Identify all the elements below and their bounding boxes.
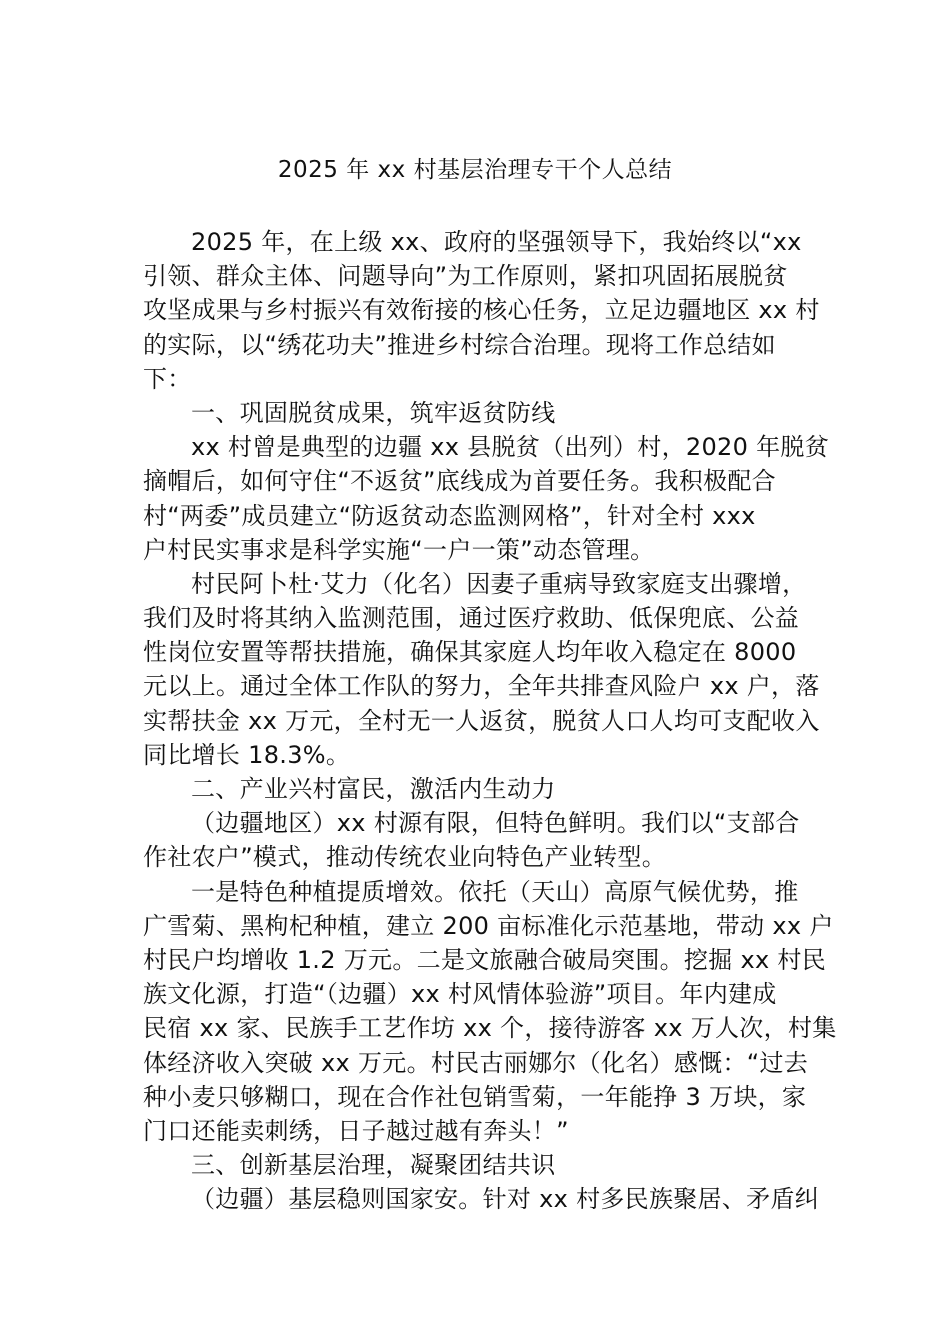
paragraph-line: 一是特色种植提质增效。依托（天山）高原气候优势，推 <box>191 877 799 906</box>
paragraph-line: 村“两委”成员建立“防返贫动态监测网格”，针对全村 xxx <box>143 501 756 530</box>
paragraph-line: xx 村曾是典型的边疆 xx 县脱贫（出列）村，2020 年脱贫 <box>191 433 830 462</box>
paragraph-line: 引领、群众主体、问题导向”为工作原则，紧扣巩固拓展脱贫 <box>143 262 788 291</box>
paragraph-line: 的实际，以“绣花功夫”推进乡村综合治理。现将工作总结如 <box>143 330 776 359</box>
paragraph-line: 实帮扶金 xx 万元，全村无一人返贫，脱贫人口人均可支配收入 <box>143 706 820 735</box>
document-title: 2025 年 xx 村基层治理专干个人总结 <box>277 157 673 183</box>
paragraph-line: 作社农户”模式，推动传统农业向特色产业转型。 <box>143 843 667 872</box>
paragraph-line: 村民户均增收 1.2 万元。二是文旅融合破局突围。挖掘 xx 村民 <box>143 945 826 974</box>
paragraph-line: 攻坚成果与乡村振兴有效衔接的核心任务，立足边疆地区 xx 村 <box>143 296 820 325</box>
paragraph-line: （边疆）基层稳则国家安。针对 xx 村多民族聚居、矛盾纠 <box>191 1185 820 1214</box>
paragraph-line: 我们及时将其纳入监测范围，通过医疗救助、低保兜底、公益 <box>143 604 800 633</box>
paragraph-line: 民宿 xx 家、民族手工艺作坊 xx 个，接待游客 xx 万人次，村集 <box>143 1014 837 1043</box>
document-body <box>143 225 837 1216</box>
paragraph-line: 广雪菊、黑枸杞种植，建立 200 亩标准化示范基地，带动 xx 户 <box>143 911 834 940</box>
paragraph-line: 族文化源，打造“（边疆）xx 村风情体验游”项目。年内建成 <box>143 980 777 1009</box>
paragraph-line: 体经济收入突破 xx 万元。村民古丽娜尔（化名）感慨：“过去 <box>143 1048 809 1077</box>
paragraph-line: 村民阿卜杜·艾力（化名）因妻子重病导致家庭支出骤增， <box>191 569 807 598</box>
paragraph-line: 同比增长 18.3%。 <box>143 740 351 769</box>
paragraph-line: 2025 年，在上级 xx、政府的坚强领导下，我始终以“xx <box>191 228 802 256</box>
paragraph-line: 户村民实事求是科学实施“一户一策”动态管理。 <box>143 535 655 564</box>
paragraph-line: 下： <box>143 364 192 393</box>
paragraph-line: （边疆地区）xx 村源有限，但特色鲜明。我们以“支部合 <box>191 809 800 838</box>
section-heading-line: 三、创新基层治理，凝聚团结共识 <box>191 1151 556 1180</box>
paragraph-line: 性岗位安置等帮扶措施，确保其家庭人均年收入稳定在 8000 <box>143 638 797 667</box>
paragraph-line: 摘帽后，如何守住“不返贫”底线成为首要任务。我积极配合 <box>143 467 776 496</box>
paragraph-line: 种小麦只够糊口，现在合作社包销雪菊，一年能挣 3 万块，家 <box>143 1082 807 1111</box>
paragraph-line: 元以上。通过全体工作队的努力，全年共排查风险户 xx 户，落 <box>143 672 820 701</box>
section-heading-line: 一、巩固脱贫成果，筑牢返贫防线 <box>191 398 556 427</box>
section-heading-line: 二、产业兴村富民，激活内生动力 <box>191 775 556 803</box>
paragraph-line: 门口还能卖刺绣，日子越过越有奔头！” <box>143 1116 569 1145</box>
